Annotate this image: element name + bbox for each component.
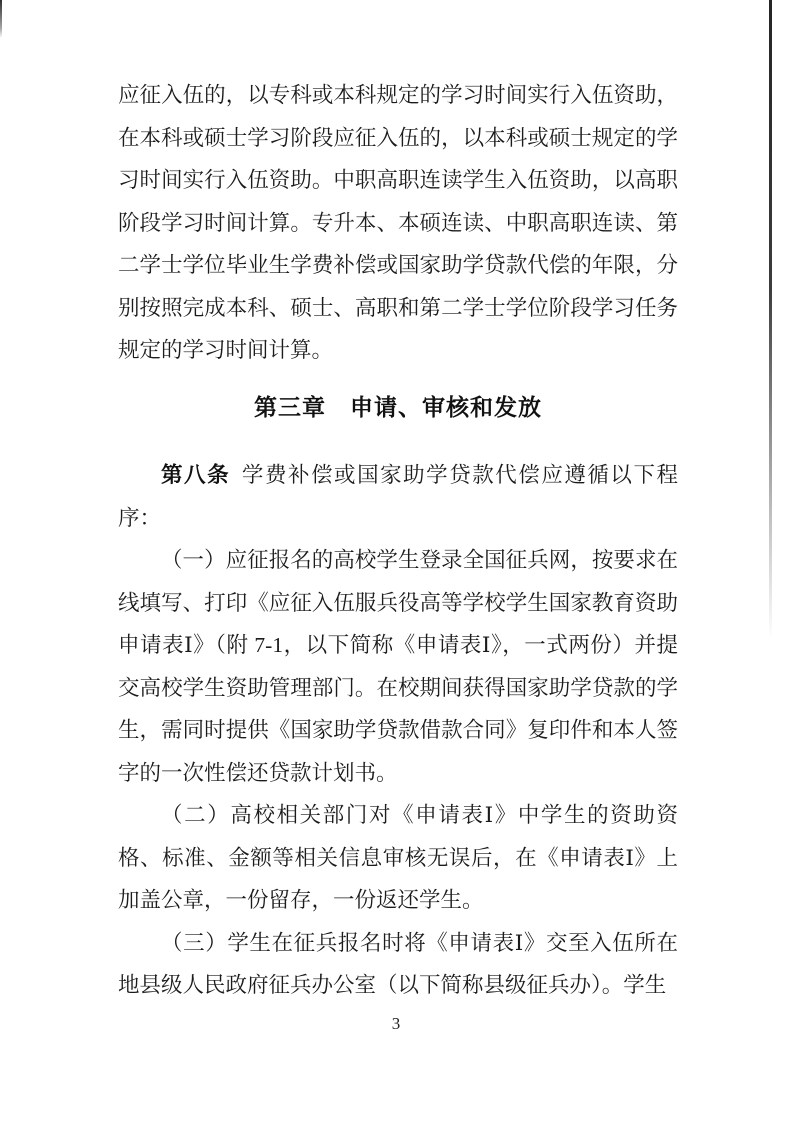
procedure-item-2: （二）高校相关部门对《申请表Ⅰ》中学生的资助资格、标准、金额等相关信息审核无误后，在《申请表Ⅰ》上加盖公章，一份留存，一份返还学生。: [118, 803, 678, 912]
continuation-paragraph: 应征入伍的，以专科或本科规定的学习时间实行入伍资助，在本科或硕士学习阶段应征入伍的，以本科或硕士规定的学习时间实行入伍资助。中职高职连读学生入伍资助，以高职阶段学习时间计算。专升本、本硕连读、中职高职连读、第二学士学位毕业生学费补偿或国家助学贷款代偿的年限，分别按照完成本科、硕士、高职和第二学士学位阶段学习任务规定的学习时间计算。: [118, 83, 678, 362]
article-text: 学费补偿或国家助学贷款代偿应遵循以下程序：: [118, 463, 678, 530]
scan-artifact-right-edge: [769, 0, 772, 640]
article-paragraph: [118, 454, 678, 539]
article-number-label: 第八条: [161, 463, 231, 487]
page-content: [118, 74, 678, 1007]
procedure-item-1: （一）应征报名的高校学生登录全国征兵网，按要求在线填写、打印《应征入伍服兵役高等学校学生国家教育资助申请表Ⅰ》（附 7-1，以下简称《申请表Ⅰ》，一式两份）并提交高校学生资助管理部门。在校期间获得国家助学贷款的学生，需同时提供《国家助学贷款借款合同》复印件和本人签字的一次性偿还贷款计划书。: [118, 548, 678, 785]
scan-artifact-top-left: [0, 0, 2, 38]
chapter-heading: 第三章 申请、审核和发放: [254, 393, 542, 420]
page-number: 3: [391, 1014, 401, 1033]
procedure-item-3: （三）学生在征兵报名时将《申请表Ⅰ》交至入伍所在地县级人民政府征兵办公室（以下简称县级征兵办）。学生: [118, 930, 678, 997]
